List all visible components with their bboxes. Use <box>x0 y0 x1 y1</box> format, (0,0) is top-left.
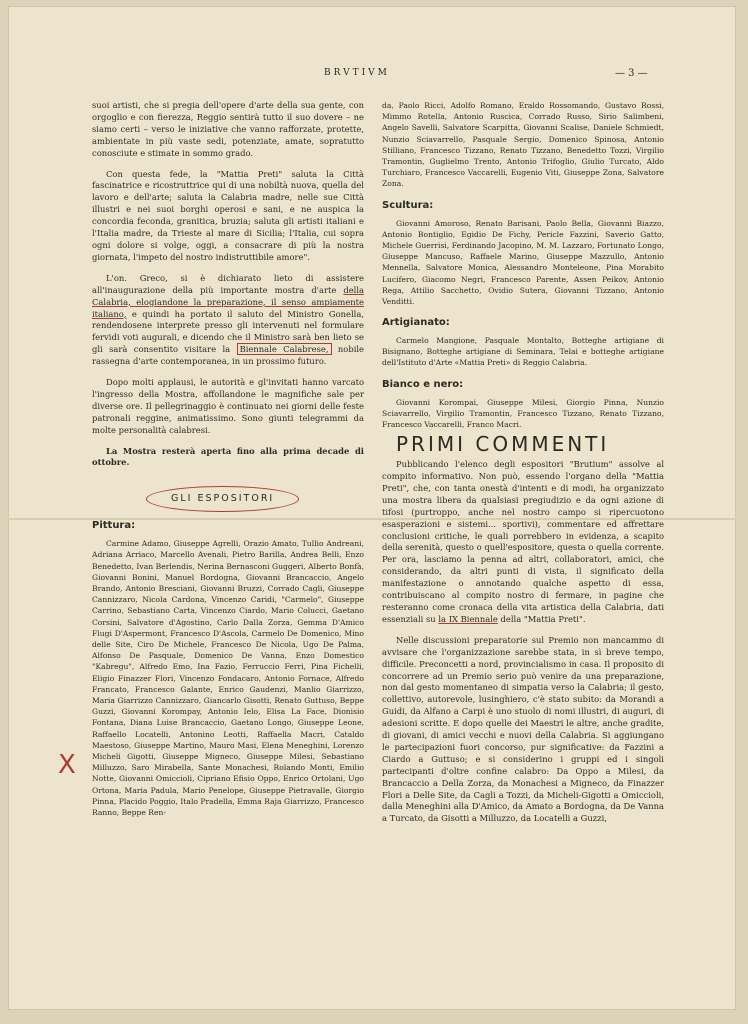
p3-underlined: della Calabria, elogiandone la preparazione, il senso ampiamente italiano, <box>92 284 364 319</box>
commenti-paragraph-2: Nelle discussioni preparatorie sul Premio non mancammo di avvisare che l'organizzazione sarebbe stata, in sì breve tempo, difficile. Preconcetti a nord, provincialismo in casa. Il proposito di concorrere ad un Premio serio può venire da una preparazione, non dal gesto momentaneo di simpatia verso la Calabria; il gesto, collettivo, autorevole, lusinghiero, c'è stato subito: da Morandi a Guidi, da Alfano a Carpi è uno stuolo di nomi illustri, di auguri, di adesioni scritte. E dopo quelle dei Maestri le altre, anche gradite, di giovani, di amici vecchi e nuovi della Calabria. Si aggiungano le partecipazioni fuori concorso, pur significative: da Fazzini a Ciardo a Guttuso; e si considerino i gruppi ed i singoli partecipanti d'oltre confine calabro: Da Oppo a Milesi, da Brancaccio a Della Zorza, da Monachesi a Migneco, da Finazzer Flori a Delle Site, da Cagli a Tozzi, da Micheli-Gigotti a Omiccioli, dalla Meneghini alla D'Amico, da Amato a Bordogna, da De Vanna a Turcato, da Gisotti a Milluzzo, da Locatelli a Guzzi, <box>382 634 664 824</box>
right-column <box>382 100 664 834</box>
p3-text-c: nobile rassegna d'arte contemporanea, in un prossimo futuro. <box>92 344 365 367</box>
paragraph-5: La Mostra resterà aperta fino alla prima decade di ottobre. <box>92 445 364 468</box>
newspaper-page <box>8 6 736 1010</box>
pittura-names: Carmine Adamo, Giuseppe Agrelli, Orazio Amato, Tullio Andreani, Adriana Arriaco, Marcello Avenali, Pietro Barilla, Andrea Belli, Enzo Benedetto, Ivan Berlendis, Nerina Bernasconi Guggeri, Alberto Bonfà, Giovanni Bonini, Manuel Bordogna, Giovanni Brancaccio, Angelo Brando, Antonio Bresciani, Giovanni Bruzzi, Corrado Cagli, Giuseppe Cannizzaro, Nicola Cardona, Vincenzo Caridi, "Carmelo", Giuseppe Carrino, Sebastiano Carta, Vincenzo Ciardo, Mario Colucci, Gaetano Corsini, Salvatore d'Agostino, Carlo Dalla Zorza, Gemma D'Amico Flugi D'Aspermont, Francesco D'Ascola, Carmelo De Domenico, Mino delle Site, Ciro De Michele, Francesco De Nicola, Ugo De Palma, Alfonso De Pasquale, Domenico De Vanna, Enzo Domestico "Kabregu", Alfredo Emo, Ina Fazio, Ferruccio Ferri, Pina Fichelli, Eligio Finazzer Flori, Vincenzo Fondacaro, Antonio Fornace, Alfredo Francato, Francesco Galante, Enrico Gaudenzi, Manlio Giarrizzo, Maria Giarrizzo Cannizzaro, Giancarlo Gisotti, Renato Guttuso, Beppe Guzzi, Giovanni Korompay, Antonio Ielo, Elisa La Face, Dionisio Fontana, Diana Luise Brancaccio, Gaetano Longo, Giuseppe Leone, Raffaello Locatelli, Antonino Leotti, Raffaella Macri, Cataldo Maestoso, Giuseppe Martino, Mauro Masi, Elena Meneghini, Lorenzo Micheli Gigotti, Giuseppe Migneco, Giuseppe Milesi, Sebastiano Milluzzo, Saro Mirabella, Sante Monachesi, Rolando Monti, Emilio Notte, Giovanni Omiccioli, Cipriano Efisio Oppo, Enrico Ortolani, Ugo Ortona, Maria Padula, Mario Penelope, Giuseppe Pietravalle, Giorgio Pinna, Placido Poggio, Italo Pradella, Emma Raja Giarrizzo, Francesco Ranno, Beppe Ren- <box>92 539 364 818</box>
masthead <box>8 68 736 84</box>
bianco-nero-names: Giovanni Korompai, Giuseppe Milesi, Giorgio Pinna, Nunzio Sciavarrello, Virgilio Tramontin, Francesco Tizzano, Renato Tizzano, Francesco Vaccarelli, Franco Macri. <box>382 397 664 429</box>
paragraph-4: Dopo molti applausi, le autorità e gl'invitati hanno varcato l'ingresso della Mostra, affollandone le magnifiche sale per diverse ore. Il pellegrinaggio è continuato nei giorni delle feste patronali reggine, animatissimo. Sono giunti telegrammi da molte personalità calabresi. <box>92 377 364 435</box>
margin-mark: X <box>58 750 76 780</box>
artigianato-heading: Artigianato: <box>382 317 450 329</box>
pittura-names-continued: da, Paolo Ricci, Adolfo Romano, Eraldo Rossomando, Gustavo Rossi, Mimmo Rotella, Antonio Ruscica, Corrado Russo, Sirio Salimbeni, Angelo Savelli, Salvatore Scarpitta, Giovanni Scalise, Daniele Schmiedt, Nunzio Sciavarrello, Pasquale Sergio, Domenico Spinosa, Antonio Stilliano, Francesco Tizzano, Renato Tizzano, Benedetto Tozzi, Virgilio Tramontin, Guglielmo Trento, Antonio Trifoglio, Giulio Turcato, Aldo Turchiaro, Francesco Vaccarelli, Eugenio Viti, Giuseppe Zona, Salvatore Zona. <box>382 101 664 189</box>
c1-text-b: della "Mattia Preti". <box>497 613 586 624</box>
commenti-paragraph-1 <box>382 459 664 626</box>
scultura-heading: Scultura: <box>382 199 434 211</box>
paragraph-3 <box>92 273 364 368</box>
pittura-heading: Pittura: <box>92 520 136 532</box>
section-title-espositori: GLI ESPOSITORI <box>146 486 299 512</box>
c1-text-a: Pubblicando l'elenco degli espositori "Brutium" assolve al compito informativo. Non può, essendo l'organo della "Mattia Preti", che, con tanta onestà d'intenti e di modi, ha organizzato una mostra libera da qualsiasi pregiudizio e da ogni azione di tifosi (purtroppo, anche nel nostro campo si ripercuotono esasperazioni e sistemi... sportivi), commentare ed affrettare conclusioni critiche, le quali porrebbero in evidenza, a scapito della serenità, questo o quell'espositore, questa o quella corrente. Per ora, lasciamo la penna ad altri, collaboratori, amici, che considerando, da altri punti di vista, il significato della manifestazione o annotando qualche aspetto di essa, contribuiscano al compito nostro di fermare, in pagine che resteranno come cronaca della vita artistica della Calabria, dati essenziali su <box>382 459 664 624</box>
p3-boxed: Biennale Calabrese, <box>237 343 332 355</box>
paragraph-1: suoi artisti, che si pregia dell'opere d'arte della sua gente, con orgoglio e con fierezza, Reggio sentirà tutto il suo dovere – ne siamo certi – verso le iniziative che vanno rafforzate, protette, ambientate in più vaste sedi, potenziate, amate, sopratutto conosciute e stimate in sommo grado. <box>92 100 364 158</box>
primi-commenti-heading: PRIMI COMMENTI <box>396 432 610 457</box>
bianco-nero-heading: Bianco e nero: <box>382 378 464 390</box>
c1-underlined: la IX Biennale <box>438 613 498 624</box>
p3-text-a: L'on. Greco, si è dichiarato lieto di assistere all'inaugurazione della più importante mostra d'arte <box>92 272 364 295</box>
scultura-names: Giovanni Amoroso, Renato Barisani, Paolo Bella, Giovanni Biazzo, Antonio Bontiglio, Egidio De Fichy, Pericle Fazzini, Saverio Gatto, Michele Guerrisi, Ferdinando Jacopino, M. M. Lazzaro, Fortunato Longo, Giuseppe Mancuso, Raffaele Marino, Giuseppe Mazzullo, Antonio Mennella, Salvatore Monica, Alessandro Monteleone, Pina Morabito Lucifero, Giacomo Negri, Francesco Parente, Assen Peikov, Antonio Rega, Attilio Sacchetto, Ovidio Sutera, Giovanni Tizzano, Antonio Venditti. <box>382 218 664 306</box>
p3-text-b: e quindi ha portato il saluto del Ministro Gonella, rendendosene interprete presso gli intervenuti nel formulare fervidi voti augurali, e dicendo che il Ministro sarà ben lieto se gli sarà consentito visitare la <box>92 308 364 355</box>
artigianato-names: Carmelo Mangione, Pasquale Montalto, Botteghe artigiane di Bisignano, Botteghe artigiane di Seminara, Telai e botteghe artigiane dell'Istituto d'Arte «Mattia Preti» di Reggio Calabria. <box>382 336 664 368</box>
page-number: — 3 — <box>615 68 648 79</box>
journal-title: BRVTIVM <box>324 68 390 78</box>
left-column <box>92 100 364 827</box>
paragraph-2: Con questa fede, la "Mattia Preti" saluta la Città fascinatrice e ricostruttrice qui di una nobiltà nuova, quella del lavoro e dell'arte; saluta la Calabria madre, nelle sue Città illustri e nei suoi borghi operosi e sani, e ne auspica la concordia feconda, granitica, bruzia; saluta gli artisti italiani e l'Italia madre, da Trieste al mare di Sicilia; l'Italia, cui sopra ogni dolore si volge, oggi, a consacrare di più la nostra giornata, l'impeto del nostro indistruttibile amore". <box>92 168 364 262</box>
